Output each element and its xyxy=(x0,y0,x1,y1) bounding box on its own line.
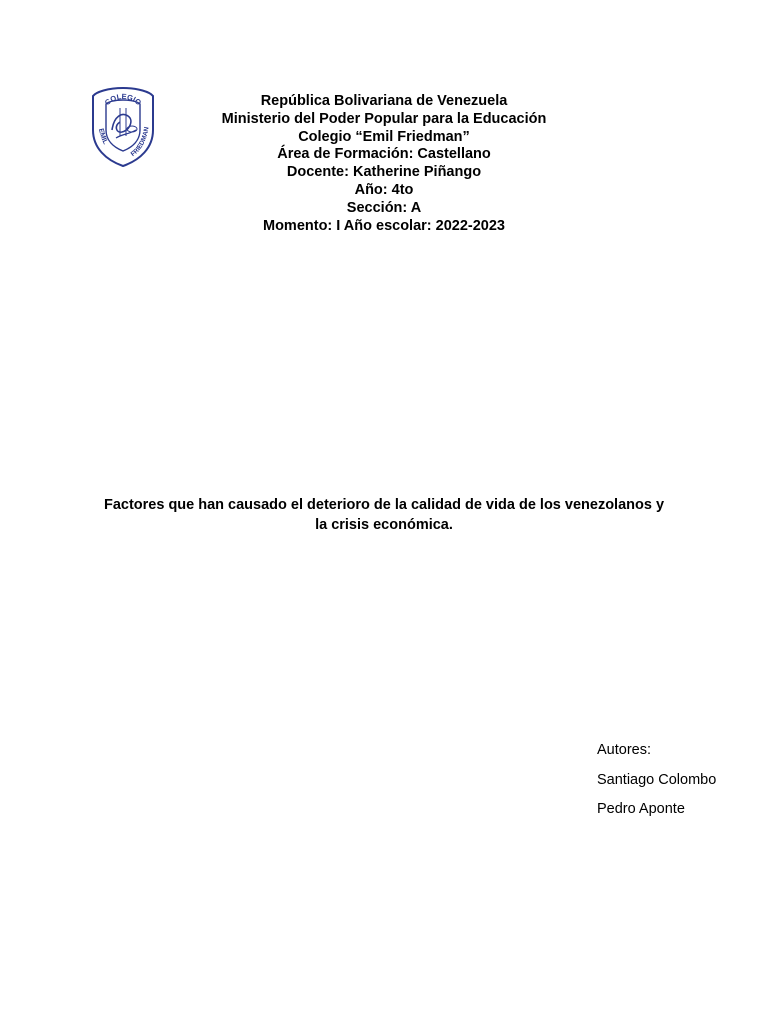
authors-label: Autores: xyxy=(597,742,651,758)
header-subject: Área de Formación: Castellano xyxy=(277,146,491,163)
document-header xyxy=(150,93,618,235)
header-section: Sección: A xyxy=(346,199,422,216)
header-teacher: Docente: Katherine Piñango xyxy=(286,164,482,181)
svg-text:FRIEDMAN: FRIEDMAN xyxy=(129,126,151,159)
document-title-line-1: Factores que han causado el deterioro de la calidad de vida de los venezolanos y xyxy=(103,497,665,513)
header-school: Colegio “Emil Friedman” xyxy=(298,128,470,145)
header-ministry: Ministerio del Poder Popular para la Educación xyxy=(221,110,547,127)
author-name: Pedro Aponte xyxy=(597,801,685,817)
document-title xyxy=(80,495,688,535)
header-country: República Bolivariana de Venezuela xyxy=(260,93,508,109)
author-name: Santiago Colombo xyxy=(597,771,717,788)
school-crest-icon xyxy=(90,86,156,168)
svg-text:COLEGIO: COLEGIO xyxy=(102,91,144,108)
document-title-line-2: la crisis económica. xyxy=(315,517,453,533)
authors-block xyxy=(597,736,716,825)
header-year: Año: 4to xyxy=(354,181,414,198)
svg-text:EMIL: EMIL xyxy=(96,127,109,146)
header-term: Momento: I Año escolar: 2022-2023 xyxy=(262,217,505,234)
